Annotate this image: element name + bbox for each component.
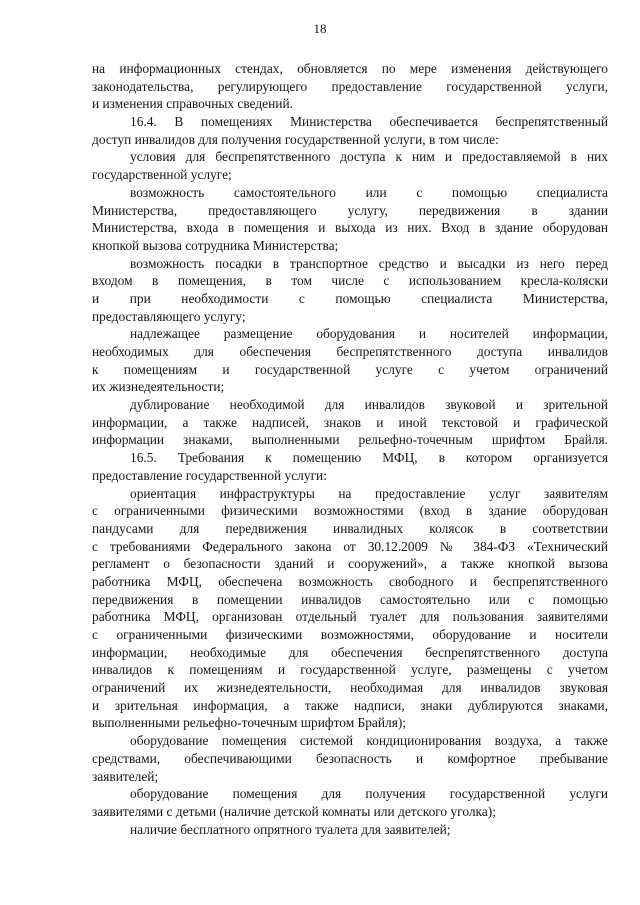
text-line: Министерства, входа в помещения и выхода из них. Вход в здание оборудован: [92, 220, 608, 236]
document-body: [92, 60, 608, 838]
text-line: оборудование помещения системой кондиционирования воздуха, а также: [130, 733, 608, 749]
text-line: дублирование необходимой для инвалидов звуковой и зрительной: [130, 397, 608, 413]
text-line: ограничений их жизнедеятельности, необходимая для инвалидов звуковая: [92, 680, 608, 696]
text-line: работника МФЦ, обеспечена возможность свободного и беспрепятственного: [92, 573, 608, 589]
text-line: условия для беспрепятственного доступа к ним и предоставляемой в них: [130, 149, 608, 165]
text-line: 16.5. Требования к помещению МФЦ, в котором организуется: [130, 450, 608, 466]
text-line: передвижения в помещении инвалидов самостоятельно или с помощью: [92, 591, 608, 607]
text-line: законодательства, регулирующего предоставление государственной услуги,: [92, 78, 608, 94]
text-line: Министерства, предоставляющего услугу, передвижения в здании: [92, 202, 608, 218]
text-line: заявителями с детьми (наличие детской комнаты или детского уголка);: [92, 803, 496, 819]
text-line: выполненными рельефно-точечным шрифтом Брайля);: [92, 715, 407, 731]
text-line: информации, а также надписей, знаков и иной текстовой и графической: [92, 414, 608, 430]
text-line: 16.4. В помещениях Министерства обеспечивается беспрепятственный: [130, 114, 608, 130]
text-line: к помещениям и государственной услуге с учетом ограничений: [92, 361, 608, 377]
text-line: информации, необходимые для обеспечения беспрепятственного доступа: [92, 644, 608, 660]
text-line: предоставление государственной услуги:: [92, 467, 327, 483]
text-line: возможность посадки в транспортное средство и высадки из него перед: [130, 255, 608, 271]
text-line: информации знаками, выполненными рельефно-точечным шрифтом Брайля.: [92, 432, 608, 448]
text-line: входом в помещения, в том числе с использованием кресла-коляски: [92, 273, 608, 289]
text-line: на информационных стендах, обновляется по мере изменения действующего: [92, 61, 608, 76]
text-line: инвалидов к помещениям и государственной услуге, размещены с учетом: [92, 662, 608, 678]
text-line: надлежащее размещение оборудования и носителей информации,: [130, 326, 608, 342]
text-line: их жизнедеятельности;: [92, 379, 225, 395]
text-line: необходимых для обеспечения беспрепятственного доступа инвалидов: [92, 344, 608, 359]
text-line: доступ инвалидов для получения государственной услуги, в том числе:: [92, 131, 499, 147]
text-line: с требованиями Федерального закона от 30.12.2009 № 384-ФЗ «Технический: [92, 538, 608, 554]
text-line: и зрительная информация, а также надписи, знаки дублируются знаками,: [92, 697, 608, 713]
text-line: государственной услуге;: [92, 167, 232, 183]
text-line: средствами, обеспечивающими безопасность и комфортное пребывание: [92, 750, 608, 766]
text-line: регламент о безопасности зданий и сооружений», а также кнопкой вызова: [92, 556, 608, 572]
text-line: с ограниченными физическими возможностями, оборудование и носители: [92, 627, 608, 642]
text-line: возможность самостоятельного или с помощью специалиста: [130, 184, 608, 200]
text-line: с ограниченными физическими возможностями (вход в здание оборудован: [92, 503, 608, 519]
text-line: и изменения справочных сведений.: [92, 96, 293, 112]
text-line: наличие бесплатного опрятного туалета для заявителей;: [130, 821, 451, 837]
text-line: пандусами для передвижения инвалидных колясок в соответствии: [92, 520, 608, 536]
text-line: предоставляющего услугу;: [92, 308, 246, 324]
text-line: и при необходимости с помощью специалиста Министерства,: [92, 290, 608, 306]
text-line: кнопкой вызова сотрудника Министерства;: [92, 237, 339, 253]
text-line: заявителей;: [92, 768, 159, 784]
page-number: 18: [313, 21, 327, 36]
text-line: ориентация инфраструктуры на предоставление услуг заявителям: [130, 485, 608, 501]
text-line: оборудование помещения для получения государственной услуги: [130, 786, 608, 802]
text-line: работника МФЦ, организован отдельный туалет для пользования заявителями: [92, 609, 608, 625]
